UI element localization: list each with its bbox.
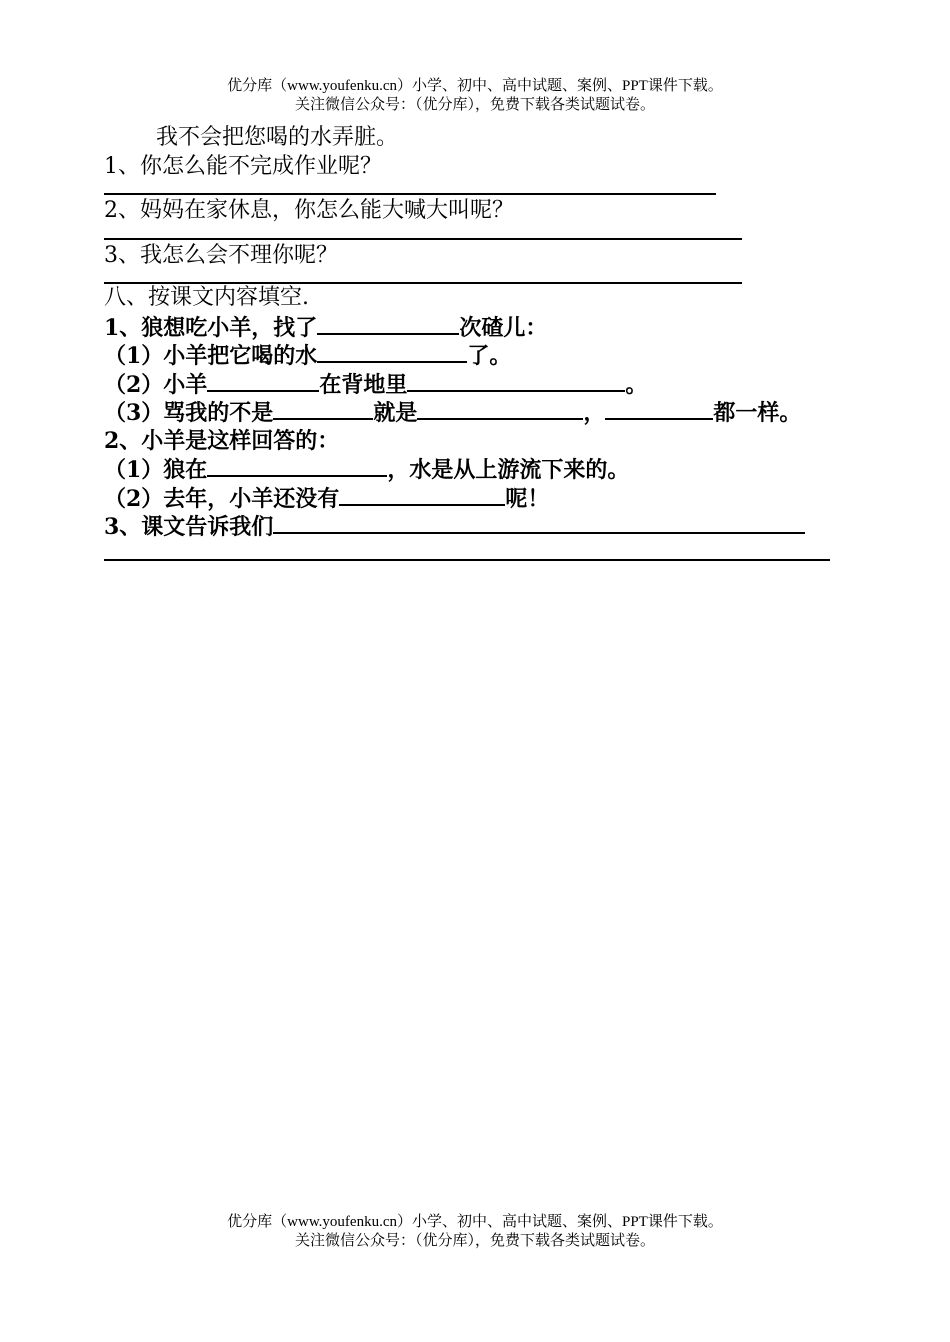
blank-8-1-2b[interactable] <box>407 370 625 392</box>
example-answer: 我不会把您喝的水弄脏。 <box>156 125 399 150</box>
answer-line-8-3[interactable] <box>104 559 830 561</box>
fill-8-1-3-comma: ， <box>583 400 606 426</box>
blank-8-1-3c[interactable] <box>605 398 713 420</box>
fill-8-1-3 <box>104 398 864 427</box>
answer-line-2[interactable] <box>104 238 742 240</box>
fill-8-2-2 <box>104 484 864 513</box>
fill-8-2-2-suffix: 呢！ <box>505 485 550 512</box>
question-3: 3、我怎么会不理你呢？ <box>104 242 338 268</box>
fill-8-1-2-middle: 在背地里 <box>319 371 408 398</box>
fill-8-1-3-middle: 就是 <box>373 400 418 426</box>
fill-8-1-2-prefix: （2）小羊 <box>104 371 208 398</box>
footer-line-2: 关注微信公众号：（优分库），免费下载各类试题试卷。 <box>294 1233 655 1249</box>
fill-8-2-1 <box>104 455 864 484</box>
blank-8-1-1[interactable] <box>317 341 467 363</box>
fill-8-1-2-suffix: 。 <box>625 371 648 398</box>
blank-8-3[interactable] <box>273 512 805 534</box>
header-line-2: 关注微信公众号：（优分库），免费下载各类试题试卷。 <box>294 97 655 113</box>
blank-8-2-1[interactable] <box>207 455 387 477</box>
page-header <box>0 77 950 115</box>
fill-8-1-3-prefix: （3）骂我的不是 <box>104 400 274 426</box>
question-1: 1、你怎么能不完成作业呢？ <box>104 153 382 179</box>
footer-line-1: 优分库（www.youfenku.cn）小学、初中、高中试题、案例、PPT课件下载。 <box>227 1214 723 1230</box>
blank-8-1-2a[interactable] <box>207 370 319 392</box>
fill-8-1-2 <box>104 370 864 399</box>
fill-8-2-2-prefix: （2）去年，小羊还没有 <box>104 485 340 512</box>
fill-8-3-prefix: 3、课文告诉我们 <box>104 514 274 540</box>
blank-8-2-2[interactable] <box>339 484 505 506</box>
fill-8-1-1-suffix: 了。 <box>467 343 512 369</box>
fill-8-1-1 <box>104 341 864 370</box>
fill-8-1-suffix: 次碴儿： <box>459 314 548 341</box>
page-footer <box>0 1213 950 1251</box>
question-2: 2、妈妈在家休息，你怎么能大喊大叫呢？ <box>104 198 514 223</box>
blank-8-1[interactable] <box>317 313 459 335</box>
fill-8-1-prefix: 1、狼想吃小羊，找了 <box>104 314 318 341</box>
blank-8-1-3a[interactable] <box>273 398 373 420</box>
fill-8-1-3-suffix: 都一样。 <box>713 400 802 426</box>
worksheet-body <box>104 124 864 561</box>
blank-8-1-3b[interactable] <box>417 398 583 420</box>
fill-8-3 <box>104 512 864 541</box>
fill-8-2-1-prefix: （1）狼在 <box>104 457 208 483</box>
header-line-1: 优分库（www.youfenku.cn）小学、初中、高中试题、案例、PPT课件下载。 <box>227 78 723 94</box>
fill-8-1-1-prefix: （1）小羊把它喝的水 <box>104 343 318 369</box>
fill-8-2: 2、小羊是这样回答的： <box>104 427 340 454</box>
fill-8-2-1-suffix: ，水是从上游流下来的。 <box>387 457 630 483</box>
answer-line-1[interactable] <box>104 193 716 195</box>
section-8-title: 八、按课文内容填空. <box>104 285 309 310</box>
fill-8-1 <box>104 313 864 342</box>
